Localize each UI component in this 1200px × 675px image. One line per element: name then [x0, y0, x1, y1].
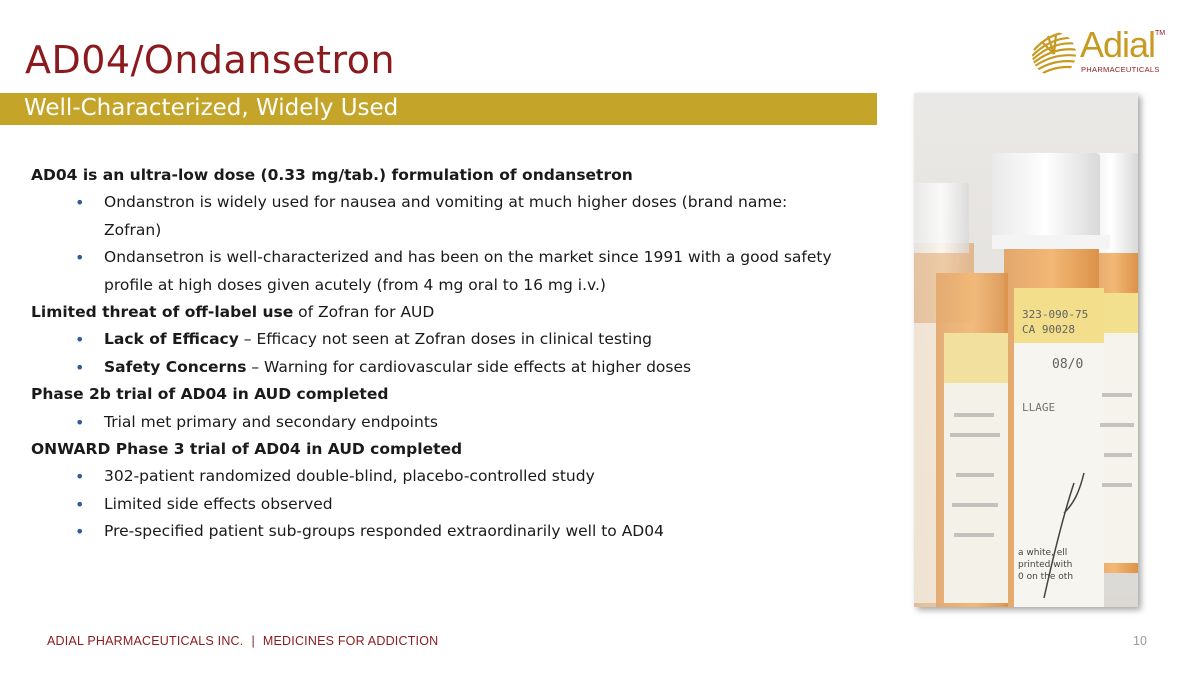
bullet-dot-icon: •: [75, 467, 85, 487]
section-heading: AD04 is an ultra-low dose (0.33 mg/tab.) formulation of ondansetron: [31, 166, 633, 184]
bullet-item: [31, 189, 911, 216]
bullet-item: [31, 354, 911, 381]
bullet-item: [31, 326, 911, 353]
bullet-bold-text: Safety Concerns: [104, 357, 247, 376]
bullet-item: [31, 409, 911, 436]
bullet-dot-icon: •: [75, 193, 85, 213]
bullet-text: Ondansetron is well-characterized and has been on the market since 1991 with a good safety: [104, 248, 832, 267]
photo-label-text: 08/0: [1052, 357, 1084, 372]
bullet-text: – Warning for cardiovascular side effects at higher doses: [246, 357, 692, 376]
bullet-dot-icon: •: [75, 522, 85, 542]
photo-label-text: 0 on the oth: [1018, 572, 1074, 582]
subtitle-bar: [0, 93, 877, 125]
bullet-bold-text: Lack of Efficacy: [104, 330, 239, 349]
photo-label-text: LLAGE: [1022, 401, 1056, 414]
logo-trademark: TM: [1155, 30, 1166, 37]
bullet-text: Limited side effects observed: [104, 494, 333, 513]
bullet-dot-icon: •: [75, 330, 85, 350]
sunburst-logo-icon: [1032, 30, 1080, 78]
bullet-dot-icon: •: [75, 248, 85, 268]
slide-subtitle: Well-Characterized, Widely Used: [24, 95, 399, 121]
heading-rest-text: of Zofran for AUD: [293, 302, 435, 321]
bullet-item: [31, 244, 911, 271]
bullet-item: [31, 518, 911, 545]
bullet-item: [31, 463, 911, 490]
pill-bottles-illustration: [914, 93, 1138, 607]
bullet-text: Pre-specified patient sub-groups responded extraordinarily well to AD04: [104, 522, 664, 541]
page-number: 10: [1133, 634, 1147, 648]
logo-wordmark: Adial: [1080, 24, 1156, 65]
bullet-continuation: profile at high doses given acutely (from 4 mg oral to 16 mg i.v.): [104, 275, 606, 294]
company-logo: [1032, 24, 1167, 80]
photo-label-text: CA 90028: [1022, 323, 1075, 336]
bullet-item: [31, 491, 911, 518]
photo-label-text: printed with: [1018, 560, 1073, 570]
footer-company: ADIAL PHARMACEUTICALS INC.: [47, 634, 244, 648]
logo-subtitle: PHARMACEUTICALS: [1081, 65, 1160, 74]
bullet-text: – Efficacy not seen at Zofran doses in clinical testing: [238, 330, 653, 349]
bullet-text: 302-patient randomized double-blind, placebo-controlled study: [104, 467, 595, 486]
section-heading: Phase 2b trial of AD04 in AUD completed: [31, 385, 389, 404]
slide-footer: [47, 634, 438, 648]
bullet-text: Trial met primary and secondary endpoints: [104, 412, 438, 431]
section-heading: ONWARD Phase 3 trial of AD04 in AUD completed: [31, 439, 463, 458]
bullet-text: Ondanstron is widely used for nausea and vomiting at much higher doses (brand name:: [104, 193, 788, 212]
footer-separator: |: [251, 634, 255, 648]
photo-label-text: 323-090-75: [1022, 308, 1089, 321]
bullet-dot-icon: •: [75, 494, 85, 514]
bullet-dot-icon: •: [75, 357, 85, 377]
footer-tagline: MEDICINES FOR ADDICTION: [262, 634, 439, 648]
pill-bottles-photo: [914, 93, 1138, 607]
section-heading: [31, 299, 911, 326]
photo-label-text: a white, ell: [1018, 548, 1068, 558]
bullet-continuation: Zofran): [104, 220, 162, 239]
heading-bold-text: Limited threat of off-label use: [31, 302, 294, 321]
bullet-dot-icon: •: [75, 412, 85, 432]
slide-body: [31, 162, 911, 545]
slide-title: AD04/Ondansetron: [25, 38, 396, 82]
